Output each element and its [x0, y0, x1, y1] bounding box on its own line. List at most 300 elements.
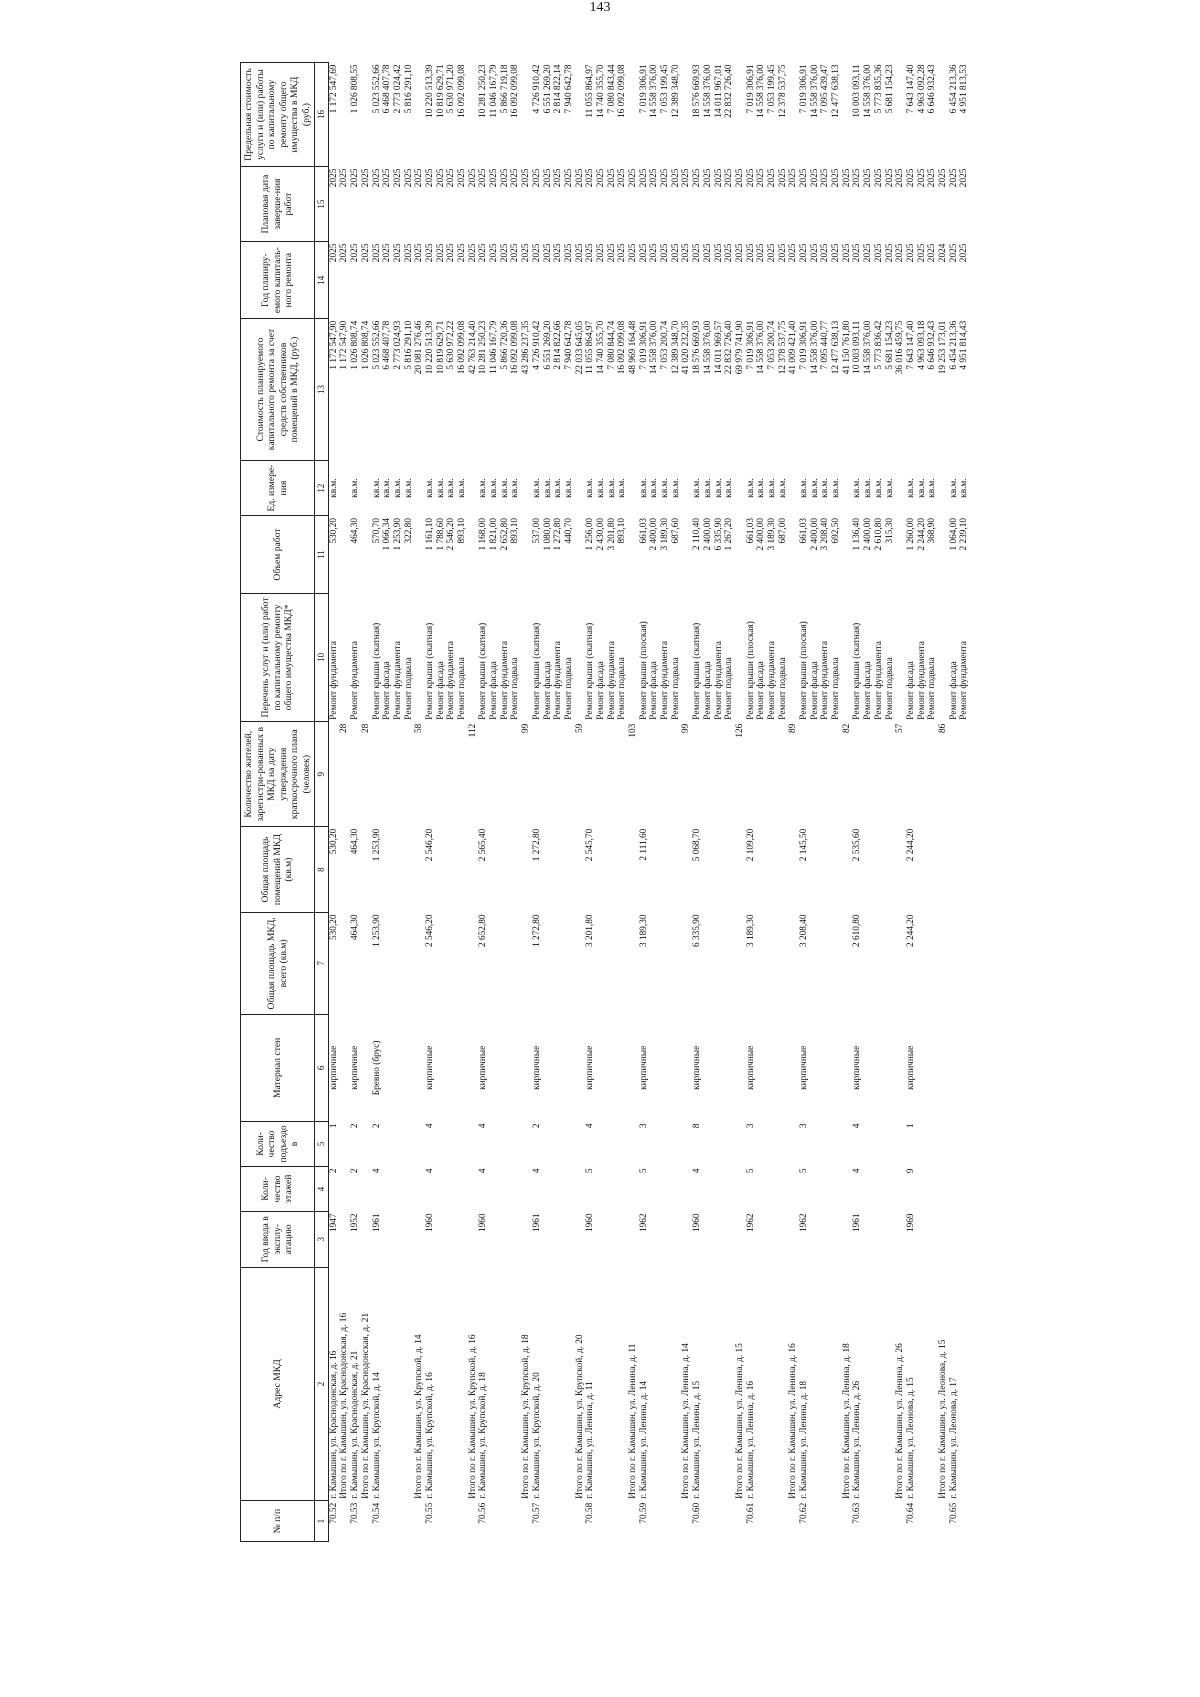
table-row	[425, 63, 436, 1542]
table-cell: 2025	[339, 243, 350, 263]
table-cell	[874, 912, 885, 1014]
table-cell: 2025	[916, 168, 927, 188]
table-cell	[339, 593, 350, 722]
table-cell: 16 092 099,08	[617, 320, 628, 375]
table-cell: 14 558 376,00	[863, 64, 874, 118]
table-cell	[457, 1014, 468, 1121]
table-cell	[553, 1121, 564, 1166]
table-cell: 2025	[692, 168, 703, 188]
table-cell	[820, 912, 831, 1014]
table-cell: 2025	[617, 168, 628, 188]
table-cell	[660, 1166, 671, 1211]
table-cell	[842, 516, 853, 593]
table-cell: 2025	[489, 243, 500, 263]
table-cell	[628, 63, 639, 167]
table-cell	[735, 63, 746, 167]
table-cell: 530,20	[328, 828, 339, 855]
table-cell	[575, 1121, 586, 1166]
table-cell: 2 244,20	[916, 517, 927, 551]
table-cell: 2 400,00	[756, 517, 767, 551]
table-cell: 1 788,60	[435, 517, 446, 551]
table-cell	[788, 827, 799, 913]
table-row	[350, 63, 361, 1542]
table-cell: 2025	[873, 168, 884, 188]
table-cell	[564, 1211, 575, 1267]
table-cell	[927, 1501, 938, 1542]
table-cell	[778, 827, 789, 913]
table-cell: 2025	[392, 168, 403, 188]
table-cell: 2 400,00	[702, 517, 713, 551]
table-cell: кирпичные	[531, 1045, 542, 1090]
table-cell	[564, 1166, 575, 1211]
rotated-page	[200, 64, 1200, 1697]
table-cell: 2025	[424, 243, 435, 263]
table-cell: 16 092 099,08	[617, 64, 628, 118]
table-cell: Итого по г. Камышин, ул. Ленина, д. 14	[681, 1343, 692, 1499]
table-cell: 5 023 552,66	[371, 64, 382, 114]
table-row	[852, 63, 863, 1542]
table-cell	[446, 1267, 457, 1501]
table-cell	[553, 1166, 564, 1211]
table-cell: 322,80	[403, 517, 414, 544]
column-header: Ед. измере-ния	[241, 460, 315, 516]
table-cell	[596, 722, 607, 827]
table-cell	[949, 1121, 960, 1166]
table-cell: 2025	[478, 243, 489, 263]
table-cell	[361, 1014, 372, 1121]
table-cell: 10 819 629,71	[435, 320, 446, 375]
table-cell: 5	[638, 1168, 649, 1174]
table-cell	[917, 912, 928, 1014]
table-cell	[660, 722, 671, 827]
table-cell	[543, 912, 554, 1014]
table-cell	[895, 912, 906, 1014]
table-cell	[831, 1166, 842, 1211]
table-cell	[959, 1121, 970, 1166]
table-cell: кв.м.	[478, 478, 489, 498]
table-cell: кв.м.	[403, 478, 414, 498]
table-cell: 14 558 376,00	[649, 64, 660, 118]
table-cell	[671, 1014, 682, 1121]
table-cell	[938, 460, 949, 516]
table-cell	[575, 827, 586, 913]
table-cell: 2 814 822,66	[553, 320, 564, 370]
table-row	[468, 63, 479, 1542]
table-cell	[788, 1501, 799, 1542]
table-cell: 5 866 719,18	[499, 64, 510, 114]
table-row	[617, 63, 628, 1542]
table-cell	[617, 722, 628, 827]
table-cell: 4 726 910,42	[531, 320, 542, 370]
column-header: Общая площадь МКД, всего (кв.м)	[241, 912, 315, 1014]
table-cell: 3	[799, 1123, 810, 1129]
table-cell: 2024	[937, 243, 948, 263]
table-cell: Ремонт подвала	[457, 657, 468, 720]
table-cell: 2025	[339, 168, 350, 188]
table-cell: 6 454 213,36	[948, 320, 959, 370]
table-cell	[660, 1121, 671, 1166]
table-cell: 14 558 376,00	[809, 64, 820, 118]
column-header: Объем работ	[241, 516, 315, 593]
table-cell	[938, 63, 949, 167]
table-cell: 2	[328, 1168, 339, 1174]
table-cell: 112	[467, 723, 478, 738]
table-cell: 2025	[713, 168, 724, 188]
table-cell	[959, 1166, 970, 1211]
table-cell: кв.м.	[510, 478, 521, 498]
table-cell: 5 023 552,66	[371, 320, 382, 370]
table-cell	[767, 1267, 778, 1501]
table-cell: 464,30	[350, 517, 361, 544]
table-cell	[628, 460, 639, 516]
table-cell: 12 477 638,13	[831, 64, 842, 118]
table-cell	[339, 912, 350, 1014]
table-cell: кв.м.	[670, 478, 681, 498]
table-cell: Ремонт подвала	[884, 657, 895, 720]
table-cell	[446, 1166, 457, 1211]
column-header: Количество жителей, зарегистри-рованных в МКД на дату утверждения краткосрочного плана (человек)	[241, 722, 315, 827]
table-cell: 7 019 306,91	[745, 320, 756, 370]
table-cell: Ремонт фасада	[756, 661, 767, 720]
table-cell: 2025	[585, 168, 596, 188]
table-cell: Ремонт крыши (плоская)	[745, 621, 756, 720]
table-row	[959, 63, 970, 1542]
table-cell: 2025	[777, 243, 788, 263]
table-cell: кирпичные	[638, 1045, 649, 1090]
table-cell: 70.52	[328, 1502, 339, 1524]
table-cell: 41 150 761,80	[841, 320, 852, 375]
table-cell	[339, 1501, 350, 1542]
table-cell: 70.58	[585, 1502, 596, 1524]
table-cell: 1 253,90	[392, 517, 403, 551]
table-cell	[649, 1014, 660, 1121]
table-cell: Ремонт крыши (скатная)	[585, 622, 596, 720]
table-cell	[457, 912, 468, 1014]
column-header: Коли-чество подъездо в	[241, 1121, 315, 1166]
table-cell	[938, 912, 949, 1014]
table-cell: 20 081 276,46	[414, 320, 425, 375]
table-cell: кв.м.	[563, 478, 574, 498]
table-cell: 43 286 237,35	[521, 320, 532, 375]
table-cell	[489, 912, 500, 1014]
table-cell	[778, 1267, 789, 1501]
table-cell: 2 111,60	[638, 828, 649, 861]
table-cell	[339, 827, 350, 913]
table-cell	[543, 1121, 554, 1166]
table-cell	[831, 1501, 842, 1542]
table-cell: 7 053 199,45	[660, 64, 671, 114]
table-cell: кв.м.	[392, 478, 403, 498]
table-cell: 1961	[371, 1213, 382, 1233]
table-cell	[714, 722, 725, 827]
table-cell	[500, 1211, 511, 1267]
table-cell: кв.м.	[905, 478, 916, 498]
table-cell: 1 256,00	[585, 517, 596, 551]
table-cell: 5 681 154,23	[884, 64, 895, 114]
table-cell: 687,00	[777, 517, 788, 544]
table-cell	[404, 912, 415, 1014]
table-cell	[543, 1267, 554, 1501]
table-row	[906, 63, 917, 1542]
table-row	[404, 63, 415, 1542]
table-cell	[617, 1501, 628, 1542]
column-number: 10	[315, 593, 329, 722]
table-cell	[382, 1166, 393, 1211]
table-cell: Итого по г. Камышин, ул. Ленина, д. 15	[734, 1343, 745, 1499]
table-cell: 16 092 099,08	[510, 64, 521, 118]
table-cell	[895, 460, 906, 516]
table-cell	[649, 1501, 660, 1542]
table-cell	[404, 1121, 415, 1166]
table-cell: 7 019 306,91	[638, 320, 649, 370]
table-cell: 22 033 645,05	[574, 320, 585, 375]
table-cell: 2025	[916, 243, 927, 263]
table-cell	[607, 1267, 618, 1501]
table-cell: 14 011 967,01	[713, 64, 724, 118]
table-cell: Ремонт фундамента	[660, 641, 671, 720]
table-cell: кв.м.	[916, 478, 927, 498]
table-cell	[521, 1211, 532, 1267]
table-cell: 2025	[617, 243, 628, 263]
table-cell	[382, 1501, 393, 1542]
table-cell	[414, 1166, 425, 1211]
table-cell	[959, 827, 970, 913]
table-cell: 1 821,00	[489, 517, 500, 551]
table-row	[414, 63, 425, 1542]
table-cell: 2025	[692, 243, 703, 263]
table-cell: 89	[788, 723, 799, 733]
table-cell	[810, 1014, 821, 1121]
column-header: Адрес МКД	[241, 1267, 315, 1501]
table-cell: 2025	[799, 168, 810, 188]
table-cell: 99	[681, 723, 692, 733]
table-row	[596, 63, 607, 1542]
table-cell	[543, 1014, 554, 1121]
table-cell: 440,70	[563, 517, 574, 544]
table-cell	[521, 63, 532, 167]
table-cell	[361, 1501, 372, 1542]
column-header: Перечень услуг и (или) работ по капитальному ремонту общего имущества МКД*	[241, 593, 315, 722]
table-cell: 4	[371, 1168, 382, 1174]
table-cell	[820, 1211, 831, 1267]
table-cell: Ремонт фундамента	[328, 641, 339, 720]
table-cell: 2025	[606, 243, 617, 263]
table-cell	[959, 1501, 970, 1542]
table-cell	[874, 1211, 885, 1267]
table-cell: 1961	[531, 1213, 542, 1233]
table-cell	[703, 827, 714, 913]
table-cell: 70.61	[745, 1502, 756, 1524]
table-cell	[938, 827, 949, 913]
table-cell: кирпичные	[424, 1045, 435, 1090]
table-cell	[457, 827, 468, 913]
table-cell	[649, 722, 660, 827]
table-cell	[810, 1501, 821, 1542]
table-cell	[553, 912, 564, 1014]
table-cell	[361, 912, 372, 1014]
table-cell	[543, 1211, 554, 1267]
table-cell: 6 468 407,78	[382, 320, 393, 370]
column-header: № п/п	[241, 1501, 315, 1542]
table-cell	[949, 827, 960, 913]
table-cell: 7 080 844,74	[606, 320, 617, 370]
table-cell	[714, 1166, 725, 1211]
table-cell: кв.м.	[863, 478, 874, 498]
table-cell	[489, 722, 500, 827]
table-cell	[468, 1014, 479, 1121]
table-cell: 893,10	[617, 517, 628, 544]
table-cell: кв.м.	[531, 478, 542, 498]
table-cell	[735, 593, 746, 722]
table-cell: 2025	[660, 168, 671, 188]
table-cell: 10 003 093,11	[852, 320, 863, 374]
table-cell: Ремонт фасада	[382, 661, 393, 720]
table-cell	[778, 1501, 789, 1542]
table-cell	[575, 912, 586, 1014]
table-cell	[596, 1501, 607, 1542]
table-cell: Итого по г. Камышин, ул. Крупской, д. 20	[574, 1334, 585, 1499]
table-cell	[842, 827, 853, 913]
table-cell: 9	[905, 1168, 916, 1174]
table-cell: 11 046 167,79	[489, 64, 500, 118]
table-cell	[756, 1121, 767, 1166]
column-number: 13	[315, 319, 329, 460]
table-cell: 2025	[863, 168, 874, 188]
column-header: Год ввода в эксплу-атацию	[241, 1211, 315, 1267]
table-cell: кв.м.	[745, 478, 756, 498]
table-cell	[756, 722, 767, 827]
table-cell: 2025	[489, 168, 500, 188]
table-cell	[382, 1267, 393, 1501]
column-header: Плановая дата заверше-ния работ	[241, 167, 315, 242]
table-cell: 1960	[478, 1213, 489, 1233]
table-cell	[607, 722, 618, 827]
table-cell	[489, 1121, 500, 1166]
table-cell	[842, 593, 853, 722]
table-cell	[735, 1211, 746, 1267]
table-cell	[628, 516, 639, 593]
table-cell	[735, 1014, 746, 1121]
table-cell	[831, 1121, 842, 1166]
table-cell	[692, 722, 703, 827]
table-row	[895, 63, 906, 1542]
table-cell: 2025	[649, 243, 660, 263]
table-cell: 7 095 439,47	[820, 64, 831, 114]
table-cell	[414, 460, 425, 516]
table-cell	[671, 827, 682, 913]
table-cell	[724, 722, 735, 827]
table-cell: 2025	[574, 168, 585, 188]
table-cell: 14 558 376,00	[702, 64, 713, 118]
table-cell: Ремонт фундамента	[873, 641, 884, 720]
table-cell: 1 136,40	[852, 517, 863, 551]
table-cell	[628, 593, 639, 722]
table-cell	[820, 1014, 831, 1121]
table-cell	[468, 1211, 479, 1267]
page-number: 143	[589, 0, 611, 15]
table-row	[500, 63, 511, 1542]
table-cell: 2025	[745, 243, 756, 263]
table-row	[564, 63, 575, 1542]
table-cell	[788, 912, 799, 1014]
table-cell: 2025	[756, 243, 767, 263]
table-row	[874, 63, 885, 1542]
table-cell: 4	[531, 1168, 542, 1174]
column-header: Общая площадь помещений МКД (кв.м)	[241, 827, 315, 913]
table-cell	[607, 827, 618, 913]
table-cell	[681, 1014, 692, 1121]
table-cell	[404, 1211, 415, 1267]
table-cell: Ремонт подвала	[927, 657, 938, 720]
table-cell	[339, 1121, 350, 1166]
table-cell	[949, 1166, 960, 1211]
table-cell: 661,03	[638, 517, 649, 544]
table-cell: 530,20	[328, 914, 339, 941]
table-cell	[543, 1501, 554, 1542]
table-cell: кв.м.	[831, 478, 842, 498]
table-cell: 2025	[948, 243, 959, 263]
table-cell: 7 053 200,74	[660, 320, 671, 370]
table-cell	[735, 912, 746, 1014]
table-cell	[863, 1121, 874, 1166]
table-cell: Ремонт крыши (скатная)	[371, 622, 382, 720]
table-cell: 1962	[745, 1213, 756, 1233]
table-cell	[917, 1166, 928, 1211]
table-cell: кв.м.	[852, 478, 863, 498]
table-row	[863, 63, 874, 1542]
table-cell	[393, 1166, 404, 1211]
table-cell	[500, 1267, 511, 1501]
table-cell	[927, 912, 938, 1014]
table-cell	[468, 460, 479, 516]
table-cell	[553, 1014, 564, 1121]
table-cell	[468, 827, 479, 913]
table-cell	[564, 912, 575, 1014]
table-cell: 315,30	[884, 517, 895, 544]
table-cell	[500, 1014, 511, 1121]
table-cell	[393, 1211, 404, 1267]
table-cell	[521, 516, 532, 593]
table-cell: Ремонт фундамента	[713, 641, 724, 720]
table-cell	[500, 1501, 511, 1542]
table-cell: Итого по г. Камышин, ул. Крупской, д. 16	[467, 1334, 478, 1499]
table-cell	[446, 1501, 457, 1542]
table-cell: кв.м.	[328, 478, 339, 498]
table-cell: кв.м.	[606, 478, 617, 498]
table-cell: г. Камышин, ул. Краснодонская, д. 16	[328, 1350, 339, 1499]
table-cell	[874, 1014, 885, 1121]
table-cell: 2025	[531, 243, 542, 263]
table-cell	[617, 1166, 628, 1211]
table-cell: 1 272,80	[553, 517, 564, 551]
table-cell	[489, 1501, 500, 1542]
table-cell	[810, 827, 821, 913]
table-cell	[703, 1267, 714, 1501]
table-cell	[703, 1211, 714, 1267]
table-cell	[842, 63, 853, 167]
table-cell	[521, 593, 532, 722]
table-cell	[628, 1166, 639, 1211]
table-cell	[489, 827, 500, 913]
table-cell	[617, 1014, 628, 1121]
column-number: 14	[315, 242, 329, 319]
table-cell: 2025	[457, 243, 468, 263]
table-cell: 8	[692, 1123, 703, 1129]
table-cell	[414, 912, 425, 1014]
table-cell	[724, 827, 735, 913]
table-cell: Ремонт подвала	[670, 657, 681, 720]
table-row	[767, 63, 778, 1542]
